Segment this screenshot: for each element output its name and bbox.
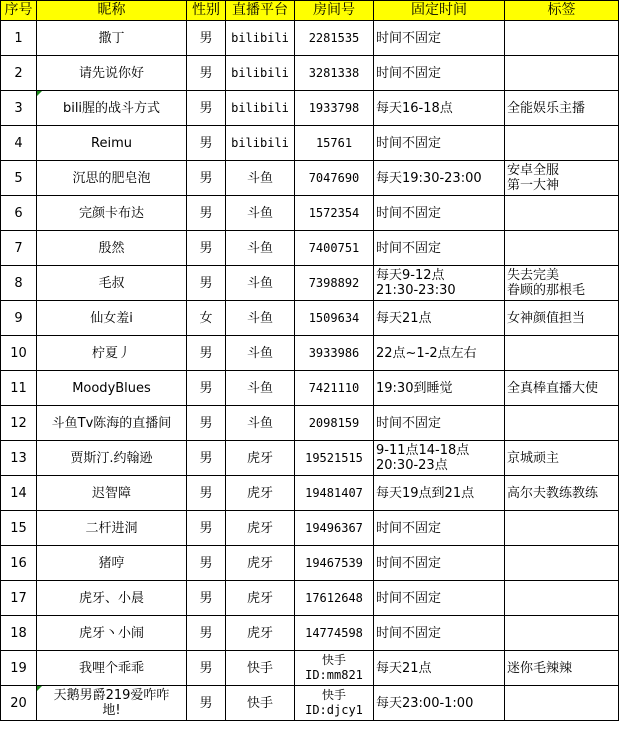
cell-platform: 虎牙 (226, 616, 295, 651)
cell-room: 19467539 (295, 546, 374, 581)
table-row (1, 91, 619, 126)
header-tag: 标签 (505, 1, 619, 21)
cell-room: 15761 (295, 126, 374, 161)
cell-no: 8 (1, 266, 37, 301)
table-row (1, 126, 619, 161)
cell-room: 14774598 (295, 616, 374, 651)
cell-room: 19521515 (295, 441, 374, 476)
cell-room: 7398892 (295, 266, 374, 301)
cell-no: 4 (1, 126, 37, 161)
cell-room: 3933986 (295, 336, 374, 371)
cell-tag: 失去完美 眷顾的那根毛 (505, 266, 619, 301)
cell-nickname: 天鹅男爵219爱咋咋 地! (37, 686, 187, 721)
cell-platform: bilibili (226, 21, 295, 56)
header-row (1, 1, 619, 21)
cell-no: 5 (1, 161, 37, 196)
cell-tag (505, 56, 619, 91)
cell-no: 18 (1, 616, 37, 651)
cell-time: 时间不固定 (374, 511, 505, 546)
cell-time: 时间不固定 (374, 581, 505, 616)
cell-gender: 男 (187, 651, 226, 686)
cell-nickname: bili腥的战斗方式 (37, 91, 187, 126)
cell-no: 2 (1, 56, 37, 91)
cell-gender: 男 (187, 231, 226, 266)
cell-no: 9 (1, 301, 37, 336)
table-row (1, 651, 619, 686)
cell-gender: 男 (187, 21, 226, 56)
cell-nickname: MoodyBlues (37, 371, 187, 406)
cell-platform: 斗鱼 (226, 266, 295, 301)
cell-time: 时间不固定 (374, 231, 505, 266)
cell-room: 快手 ID:mm821 (295, 651, 374, 686)
cell-tag (505, 616, 619, 651)
cell-tag: 迷你毛辣辣 (505, 651, 619, 686)
cell-room: 7047690 (295, 161, 374, 196)
cell-tag: 高尔夫教练教练 (505, 476, 619, 511)
cell-gender: 男 (187, 616, 226, 651)
cell-tag (505, 126, 619, 161)
table-row (1, 581, 619, 616)
cell-no: 3 (1, 91, 37, 126)
cell-nickname: Reimu (37, 126, 187, 161)
cell-no: 13 (1, 441, 37, 476)
cell-room: 17612648 (295, 581, 374, 616)
cell-no: 6 (1, 196, 37, 231)
cell-platform: 斗鱼 (226, 336, 295, 371)
cell-time: 时间不固定 (374, 56, 505, 91)
cell-no: 1 (1, 21, 37, 56)
cell-gender: 男 (187, 371, 226, 406)
cell-gender: 男 (187, 161, 226, 196)
cell-platform: bilibili (226, 56, 295, 91)
table-row (1, 441, 619, 476)
table-row (1, 476, 619, 511)
cell-gender: 男 (187, 126, 226, 161)
cell-no: 20 (1, 686, 37, 721)
cell-platform: 斗鱼 (226, 231, 295, 266)
header-time: 固定时间 (374, 1, 505, 21)
cell-platform: 虎牙 (226, 511, 295, 546)
cell-platform: bilibili (226, 91, 295, 126)
table-row (1, 616, 619, 651)
cell-gender: 男 (187, 686, 226, 721)
cell-gender: 男 (187, 336, 226, 371)
table-row (1, 21, 619, 56)
cell-gender: 女 (187, 301, 226, 336)
cell-platform: 快手 (226, 686, 295, 721)
table-row (1, 406, 619, 441)
cell-nickname: 我哩个乖乖 (37, 651, 187, 686)
cell-no: 14 (1, 476, 37, 511)
cell-tag: 全真棒直播大使 (505, 371, 619, 406)
cell-nickname: 虎牙丶小闹 (37, 616, 187, 651)
table-row (1, 511, 619, 546)
cell-no: 19 (1, 651, 37, 686)
table-row (1, 546, 619, 581)
cell-platform: 斗鱼 (226, 371, 295, 406)
cell-nickname: 毛叔 (37, 266, 187, 301)
cell-nickname: 贾斯汀.约翰逊 (37, 441, 187, 476)
cell-time: 每天21点 (374, 651, 505, 686)
cell-time: 时间不固定 (374, 196, 505, 231)
cell-tag (505, 231, 619, 266)
cell-tag (505, 546, 619, 581)
cell-no: 17 (1, 581, 37, 616)
cell-gender: 男 (187, 476, 226, 511)
cell-room: 1509634 (295, 301, 374, 336)
cell-no: 15 (1, 511, 37, 546)
cell-time: 时间不固定 (374, 21, 505, 56)
cell-nickname: 殷然 (37, 231, 187, 266)
cell-nickname: 撒丁 (37, 21, 187, 56)
table-row (1, 266, 619, 301)
header-nickname: 昵称 (37, 1, 187, 21)
cell-tag (505, 686, 619, 721)
cell-platform: 虎牙 (226, 476, 295, 511)
cell-platform: 斗鱼 (226, 406, 295, 441)
cell-tag (505, 511, 619, 546)
cell-gender: 男 (187, 511, 226, 546)
table-row (1, 56, 619, 91)
cell-gender: 男 (187, 581, 226, 616)
cell-tag (505, 406, 619, 441)
header-room: 房间号 (295, 1, 374, 21)
cell-tag: 全能娱乐主播 (505, 91, 619, 126)
cell-gender: 男 (187, 406, 226, 441)
cell-tag: 安卓全服 第一大神 (505, 161, 619, 196)
cell-tag (505, 21, 619, 56)
cell-time: 9-11点14-18点 20:30-23点 (374, 441, 505, 476)
cell-platform: 斗鱼 (226, 161, 295, 196)
cell-no: 7 (1, 231, 37, 266)
cell-tag (505, 196, 619, 231)
cell-time: 每天19点到21点 (374, 476, 505, 511)
cell-nickname: 请先说你好 (37, 56, 187, 91)
cell-platform: 虎牙 (226, 441, 295, 476)
table-row (1, 336, 619, 371)
cell-time: 每天9-12点 21:30-23:30 (374, 266, 505, 301)
header-no: 序号 (1, 1, 37, 21)
cell-platform: 快手 (226, 651, 295, 686)
cell-tag: 女神颜值担当 (505, 301, 619, 336)
cell-gender: 男 (187, 546, 226, 581)
cell-no: 11 (1, 371, 37, 406)
cell-nickname: 猪哼 (37, 546, 187, 581)
cell-room: 2098159 (295, 406, 374, 441)
table-row (1, 161, 619, 196)
cell-platform: 斗鱼 (226, 196, 295, 231)
cell-room: 3281338 (295, 56, 374, 91)
table-row (1, 686, 619, 721)
cell-room: 19496367 (295, 511, 374, 546)
table-row (1, 371, 619, 406)
cell-time: 时间不固定 (374, 546, 505, 581)
cell-room: 7421110 (295, 371, 374, 406)
cell-room: 2281535 (295, 21, 374, 56)
cell-gender: 男 (187, 441, 226, 476)
cell-platform: bilibili (226, 126, 295, 161)
cell-time: 时间不固定 (374, 616, 505, 651)
cell-tag (505, 336, 619, 371)
cell-time: 每天16-18点 (374, 91, 505, 126)
cell-gender: 男 (187, 91, 226, 126)
cell-time: 22点~1-2点左右 (374, 336, 505, 371)
cell-gender: 男 (187, 196, 226, 231)
cell-gender: 男 (187, 56, 226, 91)
cell-time: 每天19:30-23:00 (374, 161, 505, 196)
cell-gender: 男 (187, 266, 226, 301)
cell-time: 每天23:00-1:00 (374, 686, 505, 721)
header-gender: 性别 (187, 1, 226, 21)
cell-tag: 京城顽主 (505, 441, 619, 476)
cell-tag (505, 581, 619, 616)
cell-room: 1933798 (295, 91, 374, 126)
cell-room: 7400751 (295, 231, 374, 266)
cell-platform: 虎牙 (226, 581, 295, 616)
cell-time: 时间不固定 (374, 126, 505, 161)
cell-room: 1572354 (295, 196, 374, 231)
cell-platform: 斗鱼 (226, 301, 295, 336)
cell-room: 19481407 (295, 476, 374, 511)
cell-nickname: 迟智障 (37, 476, 187, 511)
cell-time: 时间不固定 (374, 406, 505, 441)
cell-nickname: 沉思的肥皂泡 (37, 161, 187, 196)
cell-nickname: 仙女羞i (37, 301, 187, 336)
cell-room: 快手 ID:djcy1 (295, 686, 374, 721)
header-platform: 直播平台 (226, 1, 295, 21)
cell-no: 10 (1, 336, 37, 371)
table-row (1, 301, 619, 336)
cell-nickname: 柠夏丿 (37, 336, 187, 371)
cell-nickname: 虎牙、小晨 (37, 581, 187, 616)
table-row (1, 196, 619, 231)
cell-time: 每天21点 (374, 301, 505, 336)
cell-time: 19:30到睡觉 (374, 371, 505, 406)
cell-nickname: 斗鱼Tv陈海的直播间 (37, 406, 187, 441)
cell-nickname: 二杆进洞 (37, 511, 187, 546)
cell-nickname: 完颜卡布达 (37, 196, 187, 231)
table-body (1, 21, 619, 721)
table-row (1, 231, 619, 266)
cell-platform: 虎牙 (226, 546, 295, 581)
cell-no: 16 (1, 546, 37, 581)
cell-no: 12 (1, 406, 37, 441)
